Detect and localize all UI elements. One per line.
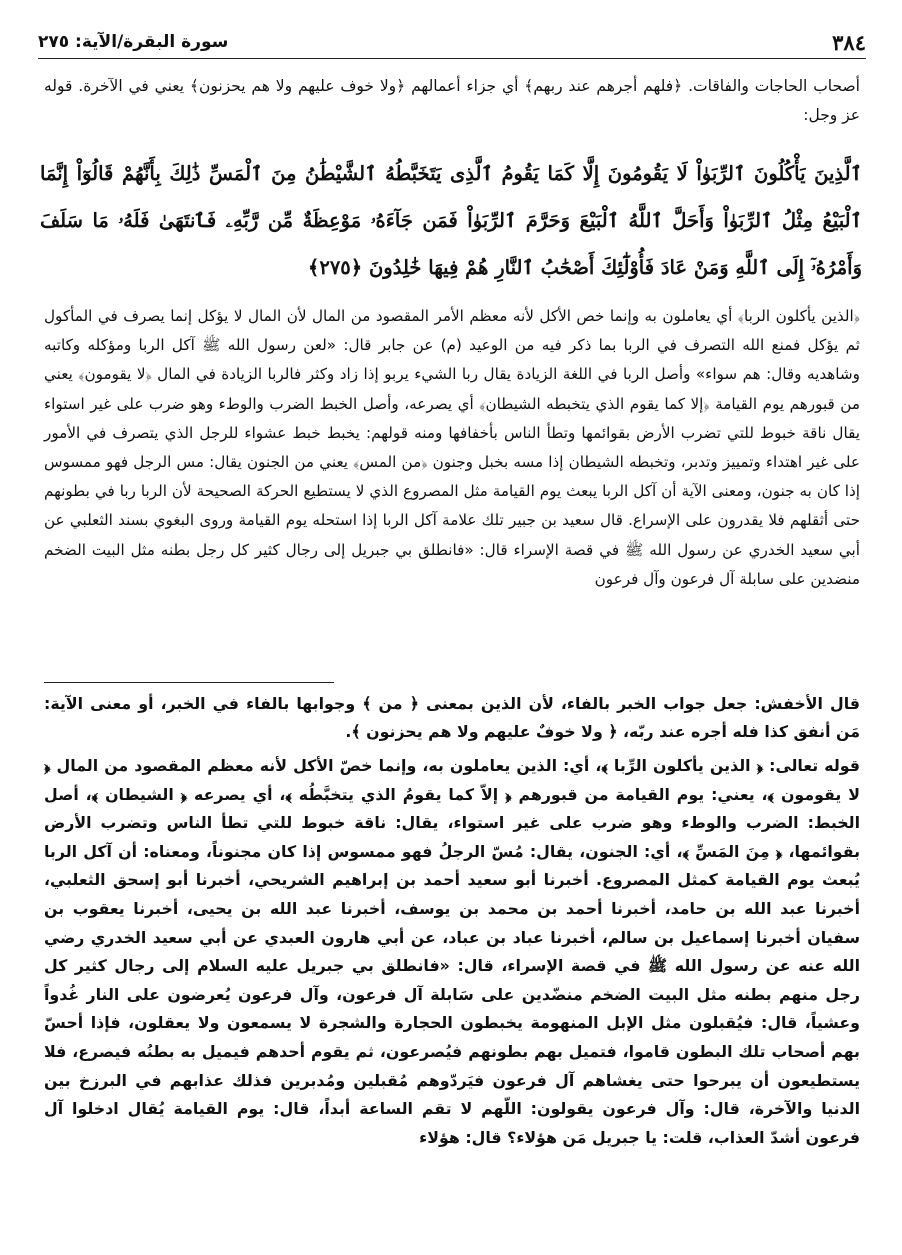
surah-reference: سورة البقرة/الآية: ٢٧٥: [38, 32, 229, 52]
commentary-paragraph: ﴿الذين يأكلون الربا﴾ أي يعاملون به وإنما خص الأكل لأنه معظم الأمر المقصود من المال لأن المال لا يؤكل إنما يصرف في المأكول ثم يؤكل فمنع الله التصرف في الربا بما ذكر فيه من الوعيد (م) عن جابر قال: «لعن رسول الله ﷺ آكل الربا ومؤكله وكاتبه وشاهديه وقال: هم سواء» وأصل الربا في اللغة الزيادة يقال ربا الشيء يربو إذا زاد وكثر فالربا الزيادة في المال ﴿لا يقومون﴾ يعني من قبورهم يوم القيامة ﴿إلا كما يقوم الذي يتخبطه الشيطان﴾ أي يصرعه، وأصل الخبط الضرب والوطء وهو ضرب على غير استواء يقال ناقة خبوط للتي تضرب الأرض بقوائمها وتطأ الناس بأخفافها ومنه قولهم: يخبط خبط عشواء للرجل الذي يتصرف في الأمور على غير اهتداء وتمييز وتدبر، وتخبطه الشيطان إذا مسه بخبل وجنون ﴿من المس﴾ يعني من الجنون يقال: مس الرجل فهو ممسوس إذا كان به جنون، ومعنى الآية أن آكل الربا يبعث يوم القيامة مثل المصروع الذي لا يستطيع الحركة الصحيحة لأن الربا ربا في بطونهم حتى أثقلهم فلا يقدرون على الإسراع. قال سعيد بن جبير تلك علامة آكل الربا إذا استحله يوم القيامة وروى البغوي بسند الثعلبي عن أبي سعيد الخدري عن رسول الله ﷺ في قصة الإسراء قال: «فانطلق بي جبريل إلى رجال كثير كل رجل بطنه مثل البيت الضخم منضدين على سابلة آل فرعون وآل فرعون: [44, 307, 860, 588]
intro-paragraph: أصحاب الحاجات والفاقات. ﴿فلهم أجرهم عند ربهم﴾ أي جزاء أعمالهم ﴿ولا خوف عليهم ولا هم يحزنون﴾ يعني في الآخرة. قوله عز وجل:: [44, 77, 860, 124]
footnote-paragraph-2: قوله تعالى: ﴿ الذين يأكلون الرِّبا ﴾، أي: الذين يعاملون به، وإنما خصّ الأكل لأنه معظم المقصود من المال ﴿ لا يقومون ﴾، يعني: يوم القيامة من قبورهم ﴿ إلاّ كما يقومُ الذي يتخبَّطُه ﴾، أي يصرعه ﴿ الشيطان ﴾، أصل الخبط: الضرب والوطء وهو ضرب على غير استواء، يقال: ناقة خبوط للتي تطأ الناس وتضرب الأرض بقوائمها، ﴿ مِنَ المَسِّ ﴾، أي: الجنون، يقال: مُسّ الرجلُ فهو ممسوس إذا كان مجنوناً، ومعناه: أن آكل الربا يُبعث يوم القيامة كمثل المصروع. أخبرنا أبو سعيد أحمد بن إبراهيم الشريحي، أخبرنا أبو إسحق الثعلبي، أخبرنا عبد الله بن حامد، أخبرنا أحمد بن محمد بن يوسف، أخبرنا عبد الله بن يحيى، أخبرنا يعقوب بن سفيان أخبرنا إسماعيل بن سالم، أخبرنا عباد بن عباد، عن أبي هارون العبدي عن أبي سعيد الخدري رضي الله عنه عن رسول الله ﷺ في قصة الإسراء، قال: «فانطلق بي جبريل عليه السلام إلى رجال كثير كل رجل منهم بطنه مثل البيت الضخم منضّدين على سَابلة آل فرعون، وآل فرعون يُعرضون على النار غُدواً وعشياً، قال: فيُقبلون مثل الإبل المنهومة يخبطون الحجارة والشجرة لا يسمعون ولا يعقلون، فإذا أحسّ بهم أصحاب تلك البطون قاموا، فتميل بهم بطونهم فيُصرعون، ثم يقوم أحدهم فيميل به بطنُه فيصرع، فلا يستطيعون أن يبرحوا حتى يغشاهم آل فرعون فيَردّوهم مُقبلين ومُدبرين فذلك عذابهم في البرزخ بين الدنيا والآخرة، قال: وآل فرعون يقولون: اللّهم لا تقم الساعة أبداً، قال: يوم القيامة يُقال ادخلوا آل فرعون أشدّ العذاب، قلت: يا جبريل مَن هؤلاء؟ قال: هؤلاء: [44, 756, 860, 1147]
quran-verse: ٱلَّذِينَ يَأْكُلُونَ ٱلرِّبَوٰاْ لَا يَقُومُونَ إِلَّا كَمَا يَقُومُ ٱلَّذِى يَتَخَبَّطُهُ ٱلشَّيْطَٰنُ مِنَ ٱلْمَسِّ ذَٰلِكَ بِأَنَّهُمْ قَالُوٓاْ إِنَّمَا ٱلْبَيْعُ مِثْلُ ٱلرِّبَوٰاْ وَأَحَلَّ ٱللَّهُ ٱلْبَيْعَ وَحَرَّمَ ٱلرِّبَوٰاْ فَمَن جَآءَهُۥ مَوْعِظَةٌ مِّن رَّبِّهِۦ فَٱنتَهَىٰ فَلَهُۥ مَا سَلَفَ وَأَمْرُهُۥٓ إِلَى ٱللَّهِ وَمَنْ عَادَ فَأُوْلَٰٓئِكَ أَصْحَٰبُ ٱلنَّارِ هُمْ فِيهَا خَٰلِدُونَ ﴿٢٧٥﴾: [40, 162, 862, 279]
intro-text: [44, 72, 860, 130]
footnote-block-1: [44, 690, 860, 747]
footnote-divider: [44, 682, 334, 683]
commentary-text: [44, 302, 860, 594]
page-header: [38, 30, 866, 59]
footnote-block-2: [44, 752, 860, 1152]
page-number: ٣٨٤: [832, 30, 866, 55]
footnote-paragraph-1: قال الأخفش: جعل جواب الخبر بالفاء، لأن الذين بمعنى ﴿ من ﴾ وجوابها بالفاء في الخبر، أو معنى الآية: مَن أنفق كذا فله أجره عند ربّه، ﴿ ولا خوفٌ عليهم ولا هم يحزنون ﴾.: [44, 694, 860, 742]
